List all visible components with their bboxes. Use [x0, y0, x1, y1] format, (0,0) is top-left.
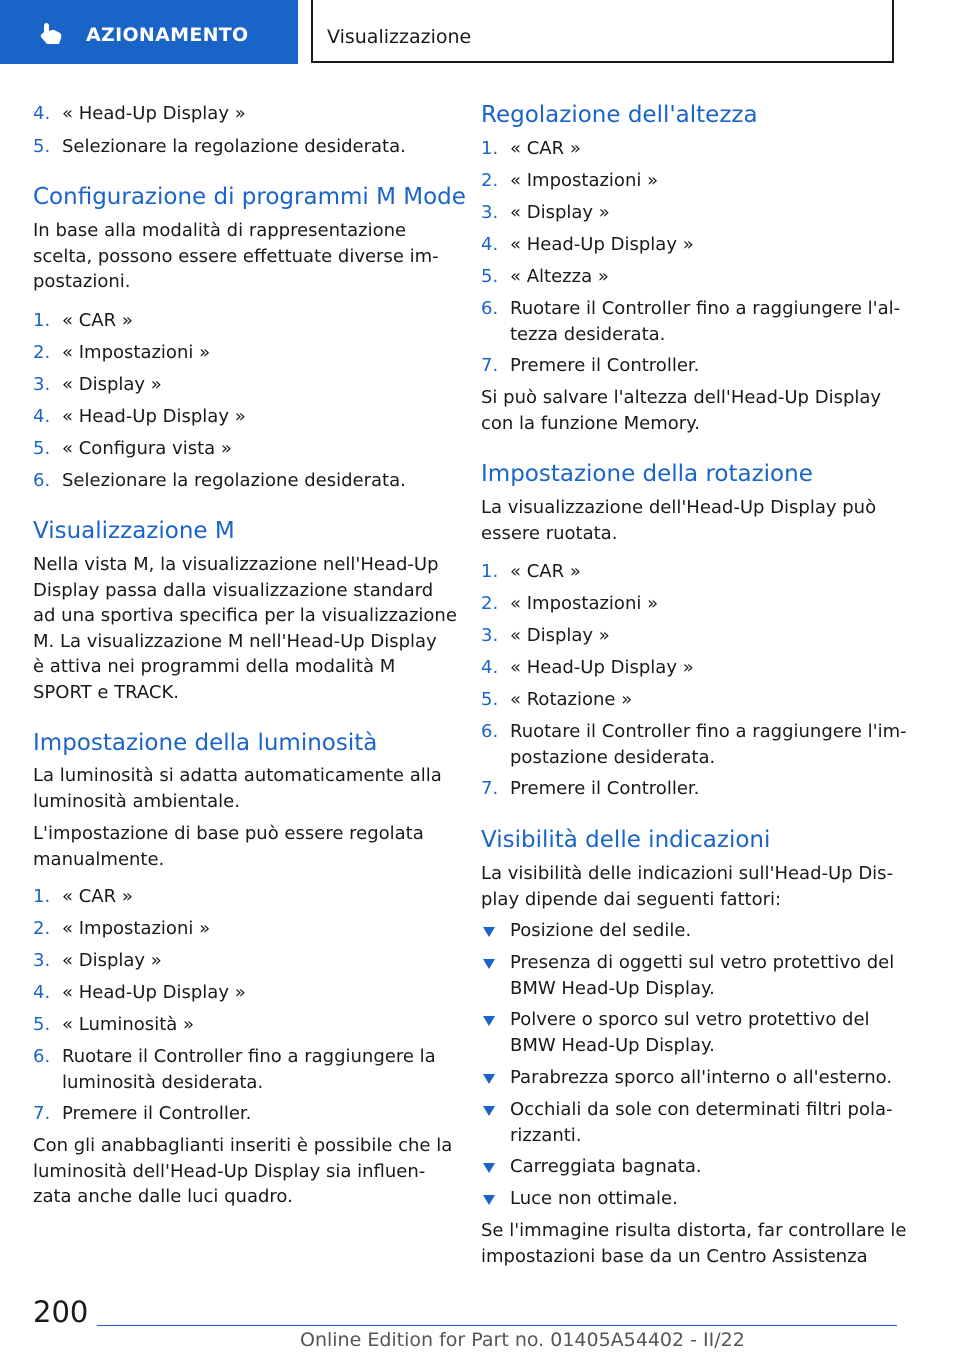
paragraph-line: luminosità ambientale. [33, 790, 240, 812]
list-item-text: « CAR » [510, 561, 581, 582]
section-heading: Visibilità delle indicazioni [481, 827, 771, 853]
list-item-text: « Head-Up Display » [62, 406, 246, 427]
section-heading: Configurazione di programmi M Mode [33, 184, 466, 210]
bullet-item-text: Posizione del sedile. [510, 920, 692, 941]
list-number: 6. [33, 1046, 51, 1067]
section-heading: Regolazione dell'altezza [481, 102, 758, 128]
list-item-text: « CAR » [62, 886, 133, 907]
list-number: 7. [481, 778, 499, 799]
list-number: 3. [33, 374, 51, 395]
section-label: AZIONAMENTO [86, 24, 249, 46]
list-item-text: « Display » [62, 374, 162, 395]
bullet-triangle-icon [483, 959, 495, 969]
list-number: 5. [33, 438, 51, 459]
list-item-text: « Impostazioni » [510, 593, 659, 614]
bullet-triangle-icon [483, 1016, 495, 1026]
bullet-item-text: Carreggiata bagnata. [510, 1156, 702, 1177]
list-item-text: « Head-Up Display » [510, 234, 694, 255]
paragraph-line: ad una sportiva specifica per la visualizzazione [33, 605, 457, 626]
list-number: 5. [481, 689, 499, 710]
list-item-text: « Display » [510, 625, 610, 646]
list-number: 6. [481, 298, 499, 319]
paragraph-line: Con gli anabbaglianti inseriti è possibile che la [33, 1135, 453, 1156]
footer-divider [97, 1325, 897, 1326]
paragraph-line: Display passa dalla visualizzazione standard [33, 579, 434, 601]
list-item-text: Selezionare la regolazione desiderata. [62, 470, 406, 491]
list-number: 2. [33, 918, 51, 939]
paragraph-line: M. La visualizzazione M nell'Head-Up Display [33, 630, 437, 652]
list-number: 1. [33, 886, 51, 907]
chapter-title: Visualizzazione [327, 26, 472, 48]
list-number: 3. [481, 625, 499, 646]
paragraph-line: luminosità dell'Head-Up Display sia influen- [33, 1160, 426, 1182]
bullet-item-text: BMW Head-Up Display. [510, 1034, 715, 1056]
list-number: 2. [481, 593, 499, 614]
list-number: 4. [33, 982, 51, 1003]
paragraph-line: In base alla modalità di rappresentazione [33, 220, 407, 241]
list-item-text: « Luminosità » [62, 1014, 195, 1035]
list-number: 3. [481, 202, 499, 223]
section-heading: Visualizzazione M [33, 518, 235, 544]
bullet-item-text: Luce non ottimale. [510, 1188, 678, 1209]
list-item-text: Premere il Controller. [510, 778, 700, 799]
bullet-item-text: rizzanti. [510, 1124, 582, 1146]
list-item-text: « Configura vista » [62, 438, 232, 459]
list-number: 1. [481, 561, 499, 582]
list-number: 2. [481, 170, 499, 191]
paragraph-line: impostazioni base da un Centro Assistenza [481, 1245, 868, 1267]
bullet-item-text: BMW Head-Up Display. [510, 977, 715, 999]
bullet-item-text: Parabrezza sporco all'interno o all'esterno. [510, 1067, 893, 1088]
list-item-text: « Display » [510, 202, 610, 223]
list-item-text: Selezionare la regolazione desiderata. [62, 136, 406, 157]
list-number: 6. [33, 470, 51, 491]
list-item-text: « Impostazioni » [510, 170, 659, 191]
list-number: 2. [33, 342, 51, 363]
section-heading: Impostazione della luminosità [33, 730, 378, 756]
paragraph-line: essere ruotata. [481, 522, 618, 544]
bullet-triangle-icon [483, 1074, 495, 1084]
footer-edition: Online Edition for Part no. 01405A54402 - II/22 [300, 1329, 745, 1351]
paragraph-line: La visibilità delle indicazioni sull'Head-Up Dis- [481, 863, 894, 884]
list-number: 7. [481, 355, 499, 376]
paragraph-line: SPORT e TRACK. [33, 681, 180, 703]
bullet-triangle-icon [483, 1163, 495, 1173]
list-item-text: « Head-Up Display » [62, 982, 246, 1003]
paragraph-line: La luminosità si adatta automaticamente alla [33, 765, 442, 786]
paragraph-line: La visualizzazione dell'Head-Up Display può [481, 497, 877, 518]
bullet-triangle-icon [483, 927, 495, 937]
list-number: 6. [481, 721, 499, 742]
paragraph-line: Se l'immagine risulta distorta, far controllare le [481, 1220, 907, 1241]
chapter-title-box [311, 0, 894, 63]
page-number: 200 [33, 1295, 89, 1329]
list-number: 4. [481, 234, 499, 255]
section-heading: Impostazione della rotazione [481, 461, 813, 487]
list-number: 3. [33, 950, 51, 971]
bullet-item-text: Presenza di oggetti sul vetro protettivo del [510, 952, 895, 973]
section-tab [0, 0, 298, 64]
bullet-triangle-icon [483, 1195, 495, 1205]
list-item-text: « CAR » [62, 310, 133, 331]
list-number: 5. [33, 1014, 51, 1035]
paragraph-line: con la funzione Memory. [481, 412, 700, 434]
hand-pointer-icon [36, 18, 66, 48]
paragraph-line: scelta, possono essere effettuate diverse im- [33, 245, 439, 267]
paragraph-line: manualmente. [33, 848, 165, 870]
list-item-text: « CAR » [510, 138, 581, 159]
paragraph-line: è attiva nei programmi della modalità M [33, 656, 396, 677]
bullet-item-text: Polvere o sporco sul vetro protettivo del [510, 1009, 870, 1030]
list-item-text: postazione desiderata. [510, 746, 716, 768]
paragraph-line: postazioni. [33, 271, 131, 292]
list-number: 1. [481, 138, 499, 159]
list-item-text: Ruotare il Controller fino a raggiungere la [62, 1046, 436, 1067]
paragraph-line: zata anche dalle luci quadro. [33, 1186, 293, 1207]
list-number: 5. [481, 266, 499, 287]
paragraph-line: Nella vista M, la visualizzazione nell'Head-Up [33, 554, 439, 575]
list-item-text: « Altezza » [510, 266, 609, 287]
bullet-item-text: Occhiali da sole con determinati filtri pola- [510, 1099, 893, 1120]
list-item-text: Ruotare il Controller fino a raggiungere l'im- [510, 721, 907, 742]
bullet-triangle-icon [483, 1106, 495, 1116]
list-number: 5. [33, 136, 51, 157]
list-item-text: « Rotazione » [510, 689, 633, 710]
list-number: 4. [481, 657, 499, 678]
list-number: 4. [33, 406, 51, 427]
paragraph-line: Si può salvare l'altezza dell'Head-Up Display [481, 387, 882, 408]
list-item-text: Premere il Controller. [510, 355, 700, 376]
list-number: 7. [33, 1103, 51, 1124]
list-item-text: « Display » [62, 950, 162, 971]
list-item-text: « Impostazioni » [62, 342, 211, 363]
list-item-text: « Impostazioni » [62, 918, 211, 939]
list-item-text: tezza desiderata. [510, 323, 666, 345]
paragraph-line: play dipende dai seguenti fattori: [481, 888, 782, 910]
list-item-text: luminosità desiderata. [62, 1071, 264, 1093]
paragraph-line: L'impostazione di base può essere regolata [33, 823, 424, 844]
list-item-text: « Head-Up Display » [510, 657, 694, 678]
list-number: 1. [33, 310, 51, 331]
list-number: 4. [33, 103, 51, 124]
list-item-text: Ruotare il Controller fino a raggiungere l'al- [510, 298, 901, 319]
list-item-text: « Head-Up Display » [62, 103, 246, 124]
list-item-text: Premere il Controller. [62, 1103, 252, 1124]
